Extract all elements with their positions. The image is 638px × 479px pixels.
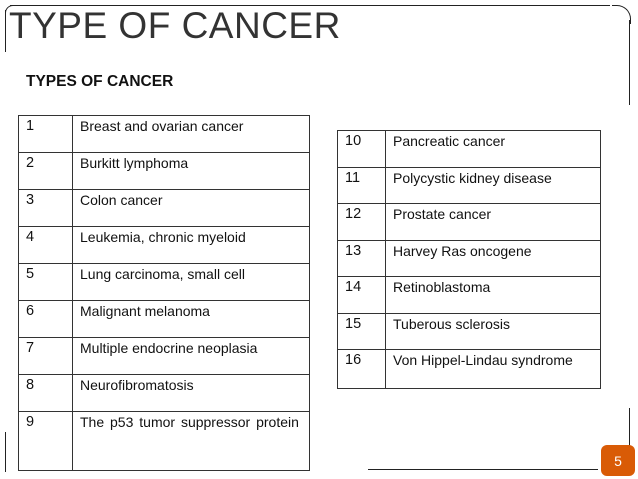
cancer-name: Colon cancer [73,190,310,227]
table-row [19,153,310,190]
table-row [338,240,601,277]
cancer-name: Malignant melanoma [73,301,310,338]
row-number: 7 [19,338,73,375]
row-number: 1 [19,116,73,153]
table-row [19,264,310,301]
slide-frame-right-line [629,408,630,448]
cancer-name: Breast and ovarian cancer [73,116,310,153]
cancer-name: Leukemia, chronic myeloid [73,227,310,264]
table-row [19,338,310,375]
row-number: 8 [19,375,73,412]
cancer-name: The p53 tumor suppressor protein [73,412,310,471]
cancer-name: Pancreatic cancer [386,131,601,168]
cancer-types-table-left [18,115,310,471]
table-row [338,350,601,389]
slide-frame-right-line [629,20,630,105]
table-row [19,227,310,264]
page-number-badge: 5 [601,445,635,476]
cancer-name: Lung carcinoma, small cell [73,264,310,301]
cancer-name: Von Hippel-Lindau syndrome [386,350,601,389]
table-row [19,301,310,338]
slide-title: TYPE OF CANCER [9,5,341,46]
row-number: 11 [338,167,386,204]
row-number: 12 [338,204,386,241]
row-number: 15 [338,313,386,350]
row-number: 4 [19,227,73,264]
cancer-name: Burkitt lymphoma [73,153,310,190]
table-subheading: TYPES OF CANCER [26,73,174,90]
cancer-name: Retinoblastoma [386,277,601,314]
row-number: 9 [19,412,73,471]
table-row [338,313,601,350]
row-number: 5 [19,264,73,301]
table-row [19,116,310,153]
cancer-types-table-right [337,130,601,389]
cancer-name: Harvey Ras oncogene [386,240,601,277]
cancer-name: Neurofibromatosis [73,375,310,412]
table-row [19,190,310,227]
row-number: 13 [338,240,386,277]
cancer-name: Prostate cancer [386,204,601,241]
row-number: 10 [338,131,386,168]
row-number: 14 [338,277,386,314]
table-row [338,277,601,314]
cancer-name: Tuberous sclerosis [386,313,601,350]
slide-frame-bottom-line [368,469,598,470]
slide-frame-left-line [5,432,6,472]
table-row [338,204,601,241]
table-row [338,131,601,168]
table-row [19,375,310,412]
table-row [19,412,310,471]
slide-frame-left-line [5,10,6,52]
row-number: 2 [19,153,73,190]
row-number: 3 [19,190,73,227]
cancer-name: Multiple endocrine neoplasia [73,338,310,375]
row-number: 6 [19,301,73,338]
cancer-name: Polycystic kidney disease [386,167,601,204]
row-number: 16 [338,350,386,389]
table-row [338,167,601,204]
